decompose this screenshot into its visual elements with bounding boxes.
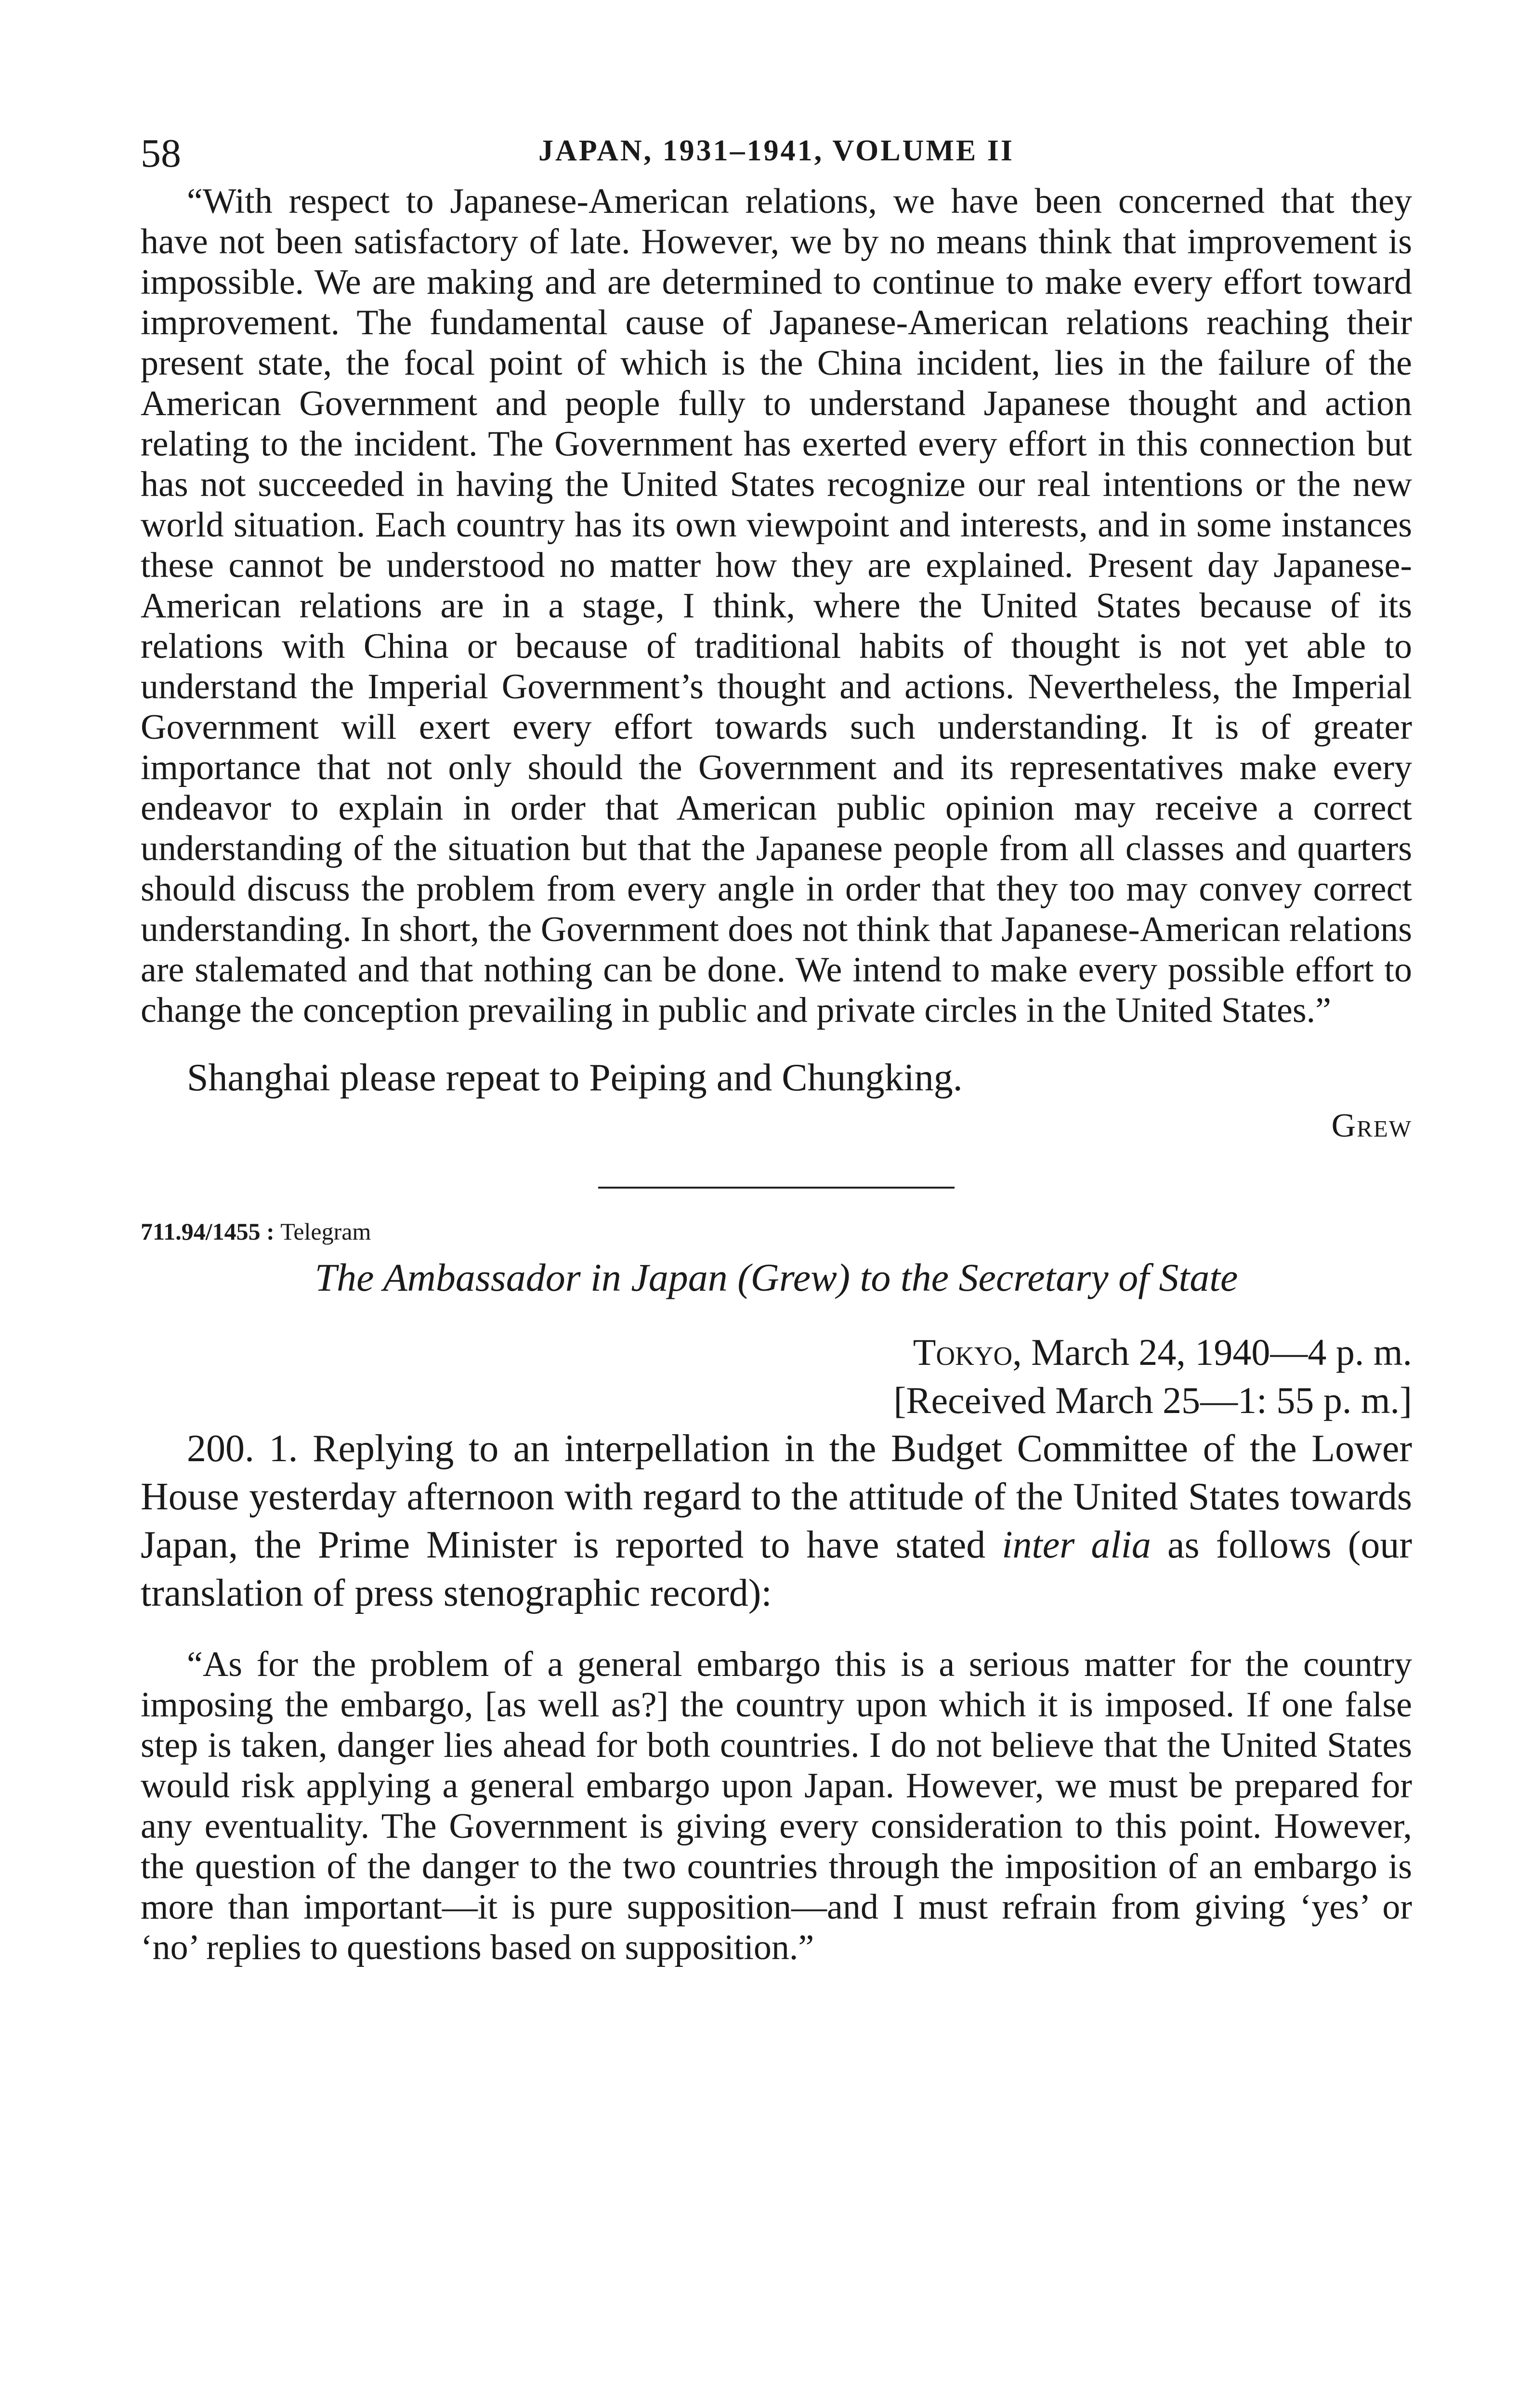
dateline-city: Tokyo xyxy=(913,1331,1013,1373)
file-reference xyxy=(141,1217,1412,1245)
shanghai-repeat-note: Shanghai please repeat to Peiping and Chungking. xyxy=(187,1057,963,1099)
paragraph-200-part1: 200. 1. Replying to an interpellation in the Budget Committee of the Lower House yesterday afternoon with regard to the attitude of the United States towards Japan, the Prime Minister is reported to have stated xyxy=(141,1427,1412,1566)
quote-paragraph-japanese-american-relations: “With respect to Japanese-American relations, we have been concerned that they have not been satisfactory of late. However, we by no means think that improvement is impossible. We are making and are determined to continue to make every effort toward improvement. The fundamental cause of Japanese-American relations reaching their present state, the focal point of which is the China incident, lies in the failure of the American Government and people fully to understand Japanese thought and action relating to the incident. The Government has exerted every effort in this connection but has not succeeded in having the United States recognize our real intentions or the new world situation. Each country has its own viewpoint and interests, and in some instances these cannot be understood no matter how they are explained. Present day Japanese-American relations are in a stage, I think, where the United States because of its relations with China or because of traditional habits of thought is not yet able to understand the Imperial Government’s thought and actions. Nevertheless, the Imperial Government will exert every effort towards such understanding. It is of greater importance that not only should the Government and its representatives make every endeavor to explain in order that American public opinion may receive a correct understanding of the situation but that the Japanese people from all classes and quarters should discuss the problem from every angle in order that they too may convey correct understanding. In short, the Government does not think that Japanese-American relations are stalemated and that nothing can be done. We intend to make every possible effort to change the conception prevailing in public and private circles in the United States.” xyxy=(141,182,1412,1030)
document-kind: Telegram xyxy=(280,1218,371,1245)
paragraph-200 xyxy=(141,1425,1412,1617)
paragraph-200-italic: inter alia xyxy=(1002,1524,1151,1566)
running-head-title: JAPAN, 1931–1941, VOLUME II xyxy=(538,134,1014,167)
page-number: 58 xyxy=(141,131,181,176)
quote-paragraph-embargo: “As for the problem of a general embargo this is a serious matter for the country imposing the embargo, [as well as?] the country upon which it is imposed. If one false step is taken, danger lies ahead for both countries. I do not believe that the United States would risk applying a general embargo upon Japan. However, we must be prepared for any eventuality. The Government is giving every consideration to this point. However, the question of the danger to the two countries through the imposition of an embargo is more than important—it is pure supposition—and I must refrain from giving ‘yes’ or ‘no’ replies to questions based on supposition.” xyxy=(141,1645,1412,1967)
page xyxy=(141,130,1412,1968)
received-line: [Received March 25—1: 55 p. m.] xyxy=(893,1379,1412,1421)
file-separator: : xyxy=(260,1218,281,1245)
paragraph-200-part2: as follows (our translation of press stenographic record): xyxy=(141,1524,1413,1614)
file-number: 711.94/1455 xyxy=(141,1218,261,1245)
dateline-date: , March 24, 1940—4 p. m. xyxy=(1012,1331,1412,1373)
running-head xyxy=(141,130,1412,178)
section-divider xyxy=(598,1187,955,1189)
signature-grew: Grew xyxy=(1331,1107,1412,1144)
dateline xyxy=(141,1328,1412,1376)
addressee-heading: The Ambassador in Japan (Grew) to the Secretary of State xyxy=(314,1256,1238,1299)
